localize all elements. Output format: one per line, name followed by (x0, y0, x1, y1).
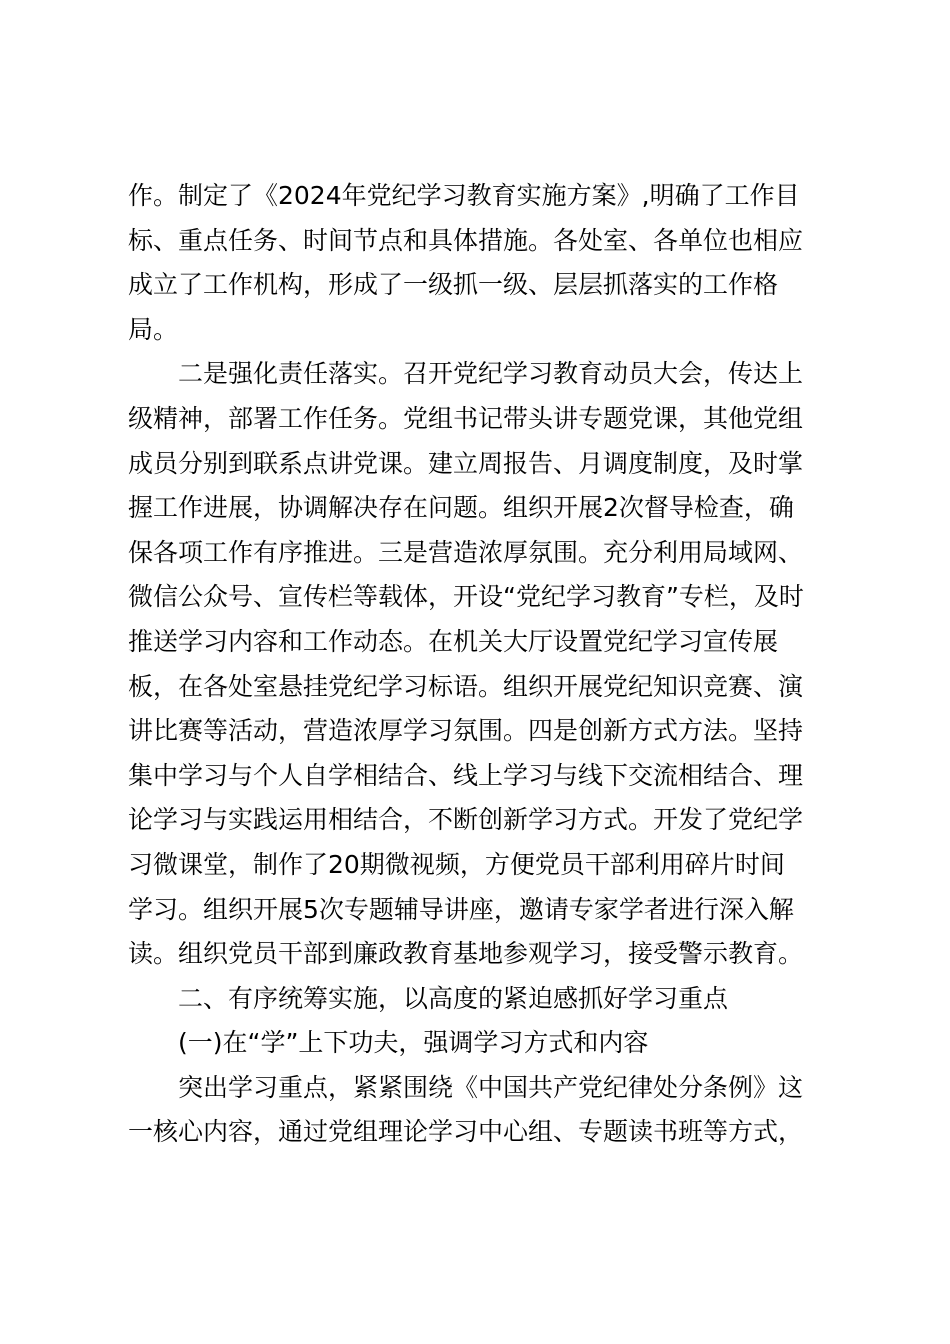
text-line: 一核心内容，通过党组理论学习中心组、专题读书班等方式， (128, 1117, 804, 1147)
document-body (128, 174, 820, 1155)
text-line: 推送学习内容和工作动态。在机关大厅设置党纪学习宣传展 (128, 626, 779, 656)
text-line: 二是强化责任落实。召开党纪学习教育动员大会，传达上 (178, 359, 804, 389)
text-line: 成立了工作机构，形成了一级抓一级、层层抓落实的工作格 (128, 270, 779, 300)
text-line: 局。 (128, 314, 179, 344)
text-line: 标、重点任务、时间节点和具体措施。各处室、各单位也相应 (128, 225, 804, 255)
text-line: 握工作进展，协调解决存在问题。组织开展2次督导检查，确 (128, 493, 794, 523)
text-line: 微信公众号、宣传栏等载体，开设“党纪学习教育”专栏，及时 (128, 582, 804, 612)
text-line: 作。制定了《2024年党纪学习教育实施方案》,明确了工作目 (128, 181, 800, 210)
text-line: 集中学习与个人自学相结合、线上学习与线下交流相结合、理 (128, 760, 804, 790)
text-line: 二、有序统筹实施，以高度的紧迫感抓好学习重点 (178, 983, 729, 1013)
text-line: 讲比赛等活动，营造浓厚学习氛围。四是创新方式方法。坚持 (128, 716, 804, 746)
text-line: 学习。组织开展5次专题辅导讲座，邀请专家学者进行深入解 (128, 894, 794, 924)
text-line: 习微课堂，制作了20期微视频，方便党员干部利用碎片时间 (128, 849, 785, 879)
text-line: 保各项工作有序推进。三是营造浓厚氛围。充分利用局域网、 (128, 537, 804, 567)
text-line: 级精神，部署工作任务。党组书记带头讲专题党课，其他党组 (128, 403, 804, 433)
text-line: 板，在各处室悬挂党纪学习标语。组织开展党纪知识竞赛、演 (128, 671, 804, 701)
text-line: (一)在“学”上下功夫，强调学习方式和内容 (178, 1028, 649, 1058)
text-line: 突出学习重点，紧紧围绕《中国共产党纪律处分条例》这 (178, 1072, 804, 1102)
text-line: 读。组织党员干部到廉政教育基地参观学习，接受警示教育。 (128, 939, 804, 969)
text-line: 论学习与实践运用相结合，不断创新学习方式。开发了党纪学 (128, 805, 804, 835)
text-line: 成员分别到联系点讲党课。建立周报告、月调度制度，及时掌 (128, 448, 804, 478)
